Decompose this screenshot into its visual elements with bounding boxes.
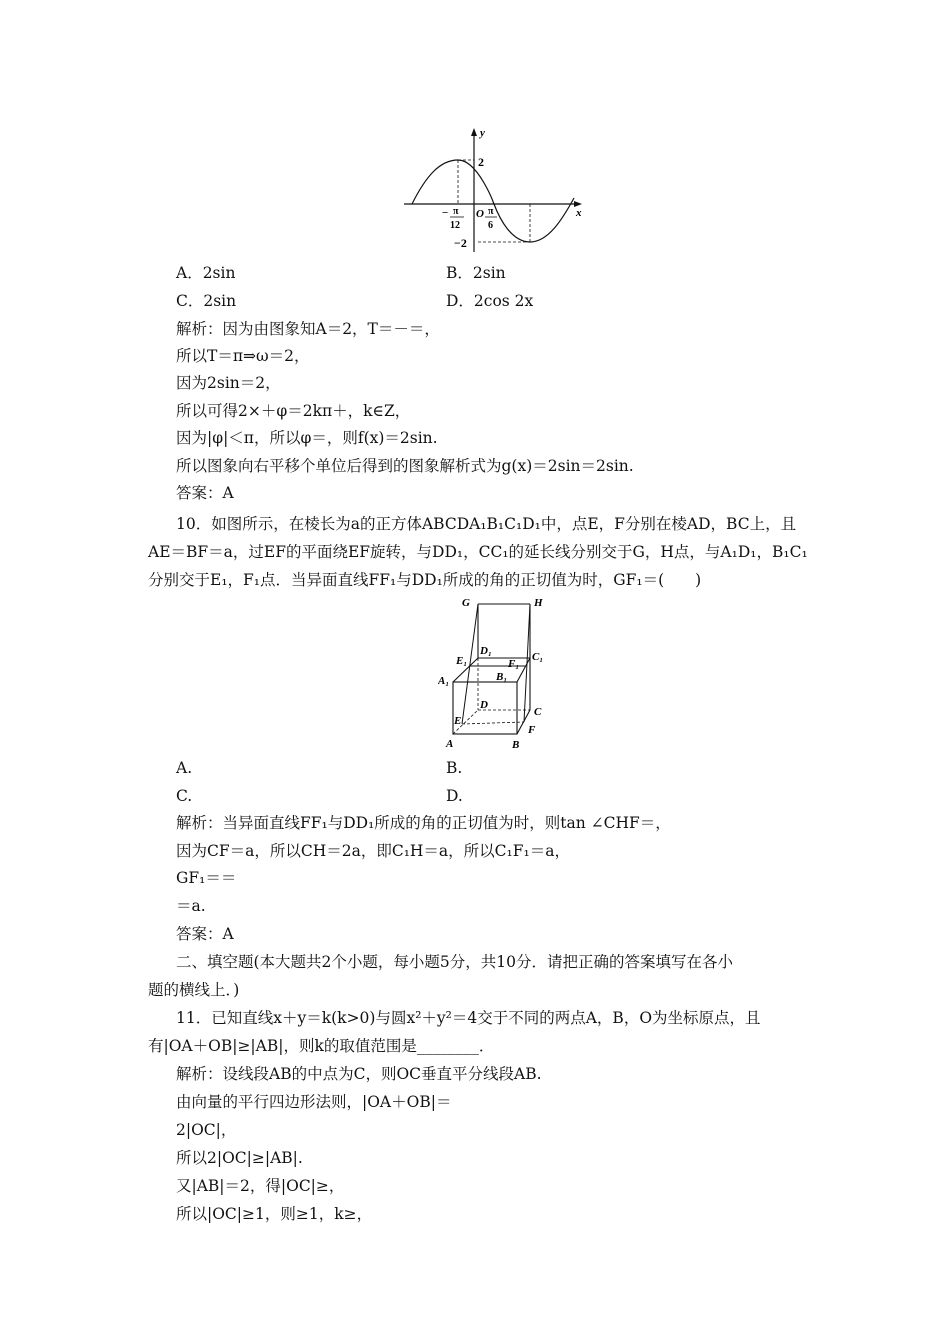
q11-analysis-line: 所以|OC|≥1，则≥1，k≥， (176, 1205, 373, 1223)
q11-stem: 有|OA＋OB|≥|AB|，则k的取值范围是________． (148, 1037, 495, 1055)
q9-option-a: A．2sin (176, 264, 236, 282)
hidden-edge-e-f (462, 722, 524, 724)
q10-analysis-line: ＝a. (176, 897, 206, 915)
y-max-label: 2 (478, 155, 484, 169)
q9-option-c: C．2sin (176, 292, 237, 310)
label-e: E (454, 715, 462, 727)
q10-analysis-line: 解析：当异面直线FF₁与DD₁所成的角的正切值为时，则tan ∠CHF＝， (176, 814, 671, 832)
q10-stem: 10．如图所示，在棱长为a的正方体ABCDA₁B₁C₁D₁中，点E，F分别在棱AD，BC上，且 (176, 515, 797, 533)
q10-option-d: D. (446, 787, 463, 805)
label-g: G (462, 597, 470, 609)
label-d: D (480, 699, 488, 711)
label-b: B (512, 739, 520, 751)
q10-answer: 答案：A (176, 925, 234, 943)
label-b1: B₁ (496, 671, 508, 683)
q11-analysis-line: 解析：设线段AB的中点为C，则OC垂直平分线段AB. (176, 1065, 542, 1083)
q11-analysis-line: 由向量的平行四边形法则，|OA＋OB|＝ (176, 1093, 452, 1111)
line-h-f (524, 604, 530, 722)
q9-analysis-line: 所以T＝π⇒ω＝2， (176, 347, 310, 365)
q9-option-b: B．2sin (446, 264, 506, 282)
q11-analysis-line: 又|AB|＝2，得|OC|≥， (176, 1177, 345, 1195)
sine-graph-figure (400, 124, 590, 256)
q10-option-a: A. (176, 759, 193, 777)
label-f1: F₁ (508, 658, 520, 670)
q10-stem: 分别交于E₁，F₁点．当异面直线FF₁与DD₁所成的角的正切值为时，GF₁＝( ) (148, 571, 702, 589)
label-c1: C₁ (532, 651, 544, 663)
origin-label: O (476, 208, 484, 220)
q11-analysis-line: 所以2|OC|≥|AB|. (176, 1149, 303, 1167)
y-axis-arrow-icon (471, 128, 477, 136)
q10-analysis-line: 因为CF＝a，所以CH＝2a，即C₁H＝a，所以C₁F₁＝a， (176, 842, 570, 860)
q9-answer: 答案：A (176, 484, 234, 502)
q10-option-c: C. (176, 787, 193, 805)
label-d1: D₁ (480, 645, 492, 657)
label-e1: E₁ (456, 655, 468, 667)
q9-analysis-line: 因为|φ|＜π，所以φ＝，则f(x)＝2sin. (176, 429, 438, 447)
label-a1: A₁ (438, 675, 450, 687)
cube-figure (438, 594, 558, 754)
section-heading: 二、填空题(本大题共2个小题，每小题5分，共10分．请把正确的答案填写在各小 (176, 953, 733, 971)
q9-analysis-line: 因为2sin＝2， (176, 374, 281, 392)
q10-option-b: B. (446, 759, 463, 777)
label-c: C (534, 706, 542, 718)
label-a: A (446, 738, 454, 750)
y-axis-label: y (480, 127, 485, 139)
section-heading: 题的横线上．) (148, 981, 240, 999)
y-min-label: −2 (454, 236, 467, 250)
label-f: F (528, 724, 536, 736)
x-axis-label: x (576, 207, 582, 219)
tick-pos-denominator: 6 (488, 220, 493, 231)
tick-neg-sign: − (442, 207, 449, 219)
q9-analysis-line: 所以可得2×＋φ＝2kπ＋，k∈Z， (176, 402, 411, 420)
q10-analysis-line: GF₁＝＝ (176, 869, 237, 887)
tick-pos-numerator: π (488, 206, 494, 217)
sine-curve (412, 160, 574, 242)
tick-neg-numerator: π (453, 206, 459, 217)
tick-neg-denominator: 12 (450, 220, 460, 231)
q9-option-d: D．2cos 2x (446, 292, 534, 310)
q10-stem: AE＝BF＝a，过EF的平面绕EF旋转，与DD₁，CC₁的延长线分别交于G，H点，与A₁D₁，B₁C₁ (148, 543, 808, 561)
q9-analysis-line: 解析：因为由图象知A＝2，T＝－＝， (176, 320, 440, 338)
label-h: H (534, 597, 543, 609)
q11-analysis-line: 2|OC|， (176, 1121, 237, 1139)
q9-analysis-line: 所以图象向右平移个单位后得到的图象解析式为g(x)＝2sin＝2sin. (176, 457, 634, 475)
q11-stem: 11．已知直线x＋y＝k(k>0)与圆x²＋y²＝4交于不同的两点A，B，O为坐标原点，且 (176, 1009, 761, 1027)
